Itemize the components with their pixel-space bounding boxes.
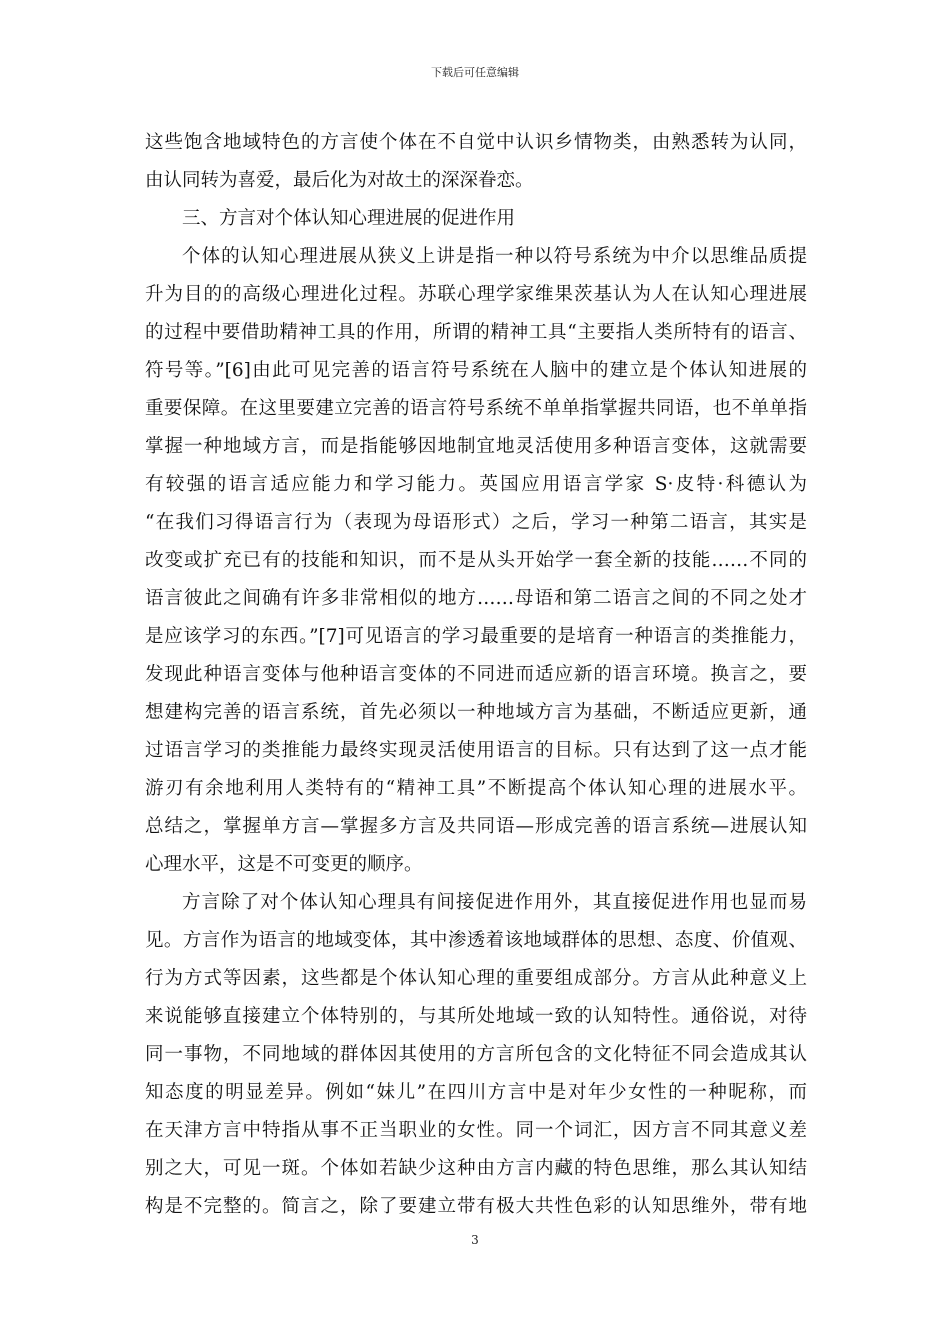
text-line: 是应该学习的东西。”[7]可见语言的学习最重要的是培育一种语言的类推能力， xyxy=(145,626,807,647)
text-line: 这些饱含地域特色的方言使个体在不自觉中认识乡情物类，由熟悉转为认同， xyxy=(145,132,807,153)
text-line: 过语言学习的类推能力最终实现灵活使用语言的目标。只有达到了这一点才能 xyxy=(145,740,807,761)
page-header: 下载后可任意编辑 xyxy=(431,66,519,79)
text-line: 符号等。”[6]由此可见完善的语言符号系统在人脑中的建立是个体认知进展的 xyxy=(145,360,807,381)
page-number: 3 xyxy=(471,1233,479,1247)
text-line: 由认同转为喜爱，最后化为对故土的深深眷恋。 xyxy=(145,170,534,191)
section-heading: 三、方言对个体认知心理进展的促进作用 xyxy=(182,208,516,229)
body-text xyxy=(145,124,807,1226)
text-line: 同一事物，不同地域的群体因其使用的方言所包含的文化特征不同会造成其认 xyxy=(145,1044,807,1065)
text-line: 有较强的语言适应能力和学习能力。英国应用语言学家 S·皮特·科德认为 xyxy=(145,474,807,495)
text-line: 知态度的明显差异。例如“妹儿”在四川方言中是对年少女性的一种昵称，而 xyxy=(145,1082,807,1103)
text-line: 行为方式等因素，这些都是个体认知心理的重要组成部分。方言从此种意义上 xyxy=(145,968,807,989)
text-line: 在天津方言中特指从事不正当职业的女性。同一个词汇，因方言不同其意义差 xyxy=(145,1120,807,1141)
text-line: 重要保障。在这里要建立完善的语言符号系统不单单指掌握共同语，也不单单指 xyxy=(145,398,807,419)
text-line: 心理水平，这是不可变更的顺序。 xyxy=(145,854,423,875)
text-line: 游刃有余地利用人类特有的“精神工具”不断提高个体认知心理的进展水平。 xyxy=(145,778,807,799)
text-line: 方言除了对个体认知心理具有间接促进作用外，其直接促进作用也显而易 xyxy=(182,892,807,913)
text-line: 别之大，可见一斑。个体如若缺少这种由方言内藏的特色思维，那么其认知结 xyxy=(145,1158,807,1179)
text-line: 总结之，掌握单方言—掌握多方言及共同语—形成完善的语言系统—进展认知 xyxy=(145,816,807,837)
text-line: 发现此种语言变体与他种语言变体的不同进而适应新的语言环境。换言之，要 xyxy=(145,664,807,685)
text-line: 构是不完整的。简言之，除了要建立带有极大共性色彩的认知思维外，带有地 xyxy=(145,1196,807,1217)
text-line: 升为目的的高级心理进化过程。苏联心理学家维果茨基认为人在认知心理进展 xyxy=(145,284,807,305)
text-line: 见。方言作为语言的地域变体，其中渗透着该地域群体的思想、态度、价值观、 xyxy=(145,930,807,951)
text-line: 掌握一种地域方言，而是指能够因地制宜地灵活使用多种语言变体，这就需要 xyxy=(145,436,807,457)
text-line: 个体的认知心理进展从狭义上讲是指一种以符号系统为中介以思维品质提 xyxy=(182,246,807,267)
text-line: 语言彼此之间确有许多非常相似的地方……母语和第二语言之间的不同之处才 xyxy=(145,588,807,609)
text-line: 的过程中要借助精神工具的作用，所谓的精神工具“主要指人类所特有的语言、 xyxy=(145,322,807,343)
text-line: 改变或扩充已有的技能和知识，而不是从头开始学一套全新的技能……不同的 xyxy=(145,550,807,571)
text-line: 想建构完善的语言系统，首先必须以一种地域方言为基础，不断适应更新，通 xyxy=(145,702,807,723)
text-line: 来说能够直接建立个体特别的，与其所处地域一致的认知特性。通俗说，对待 xyxy=(145,1006,807,1027)
text-line: “在我们习得语言行为（表现为母语形式）之后，学习一种第二语言，其实是 xyxy=(145,512,807,533)
